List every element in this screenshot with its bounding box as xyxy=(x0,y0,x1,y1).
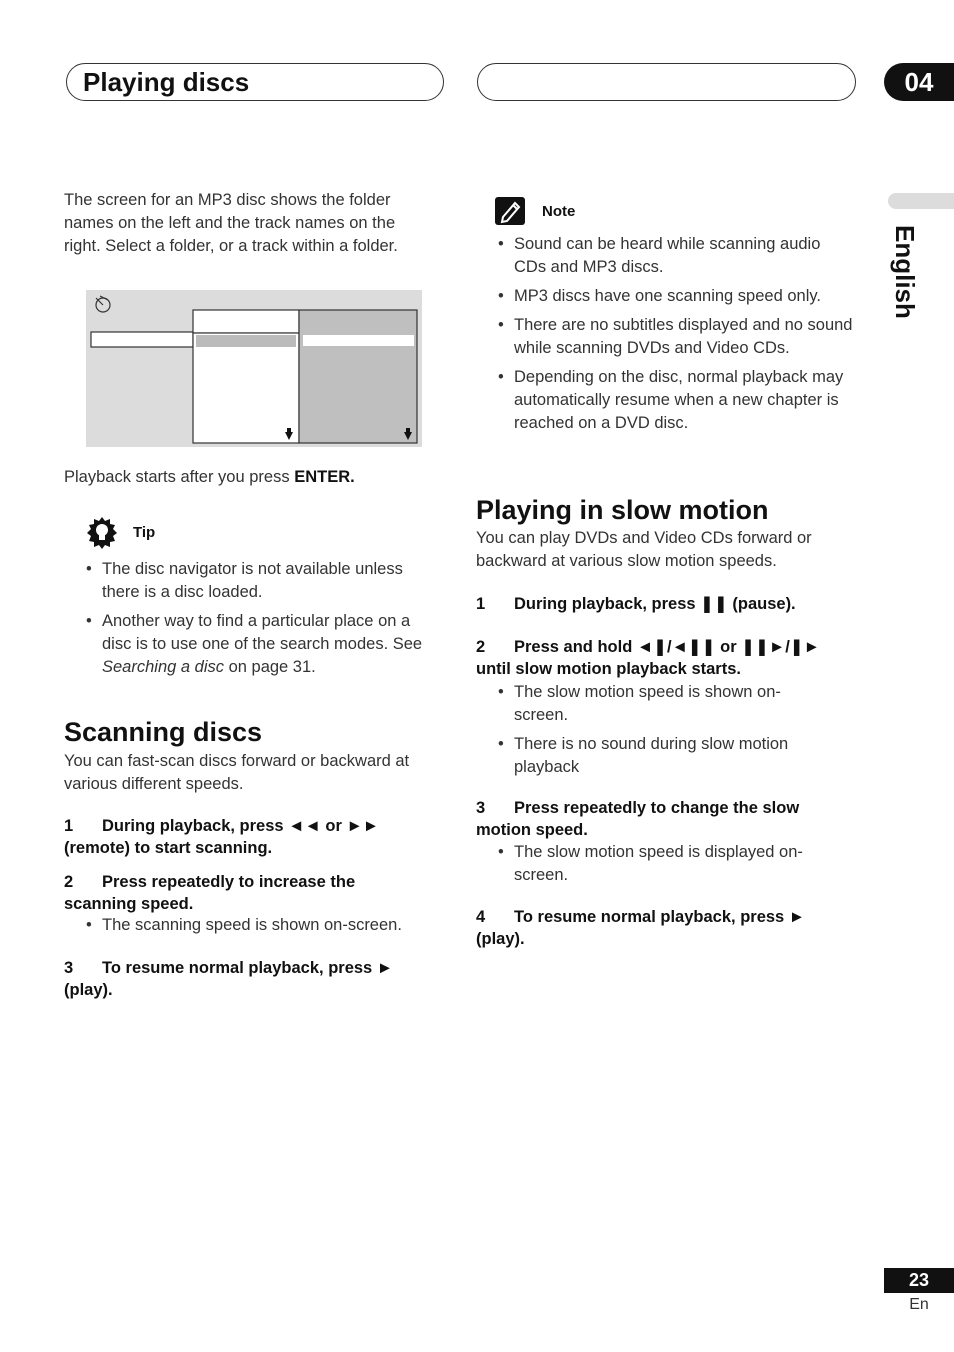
section-heading-slow-motion: Playing in slow motion xyxy=(476,495,769,525)
page-number: 23 xyxy=(884,1268,954,1293)
note-item: • There are no subtitles displayed and no sound while scanning DVDs and Video CDs. xyxy=(476,314,856,360)
list-item: • The scanning speed is shown on-screen. xyxy=(64,914,444,937)
section-heading-scanning: Scanning discs xyxy=(64,717,263,747)
note-list xyxy=(476,233,856,441)
page-language-code: En xyxy=(909,1296,929,1313)
disc-navigator-illustration xyxy=(86,290,422,447)
slow-step-4: 4 To resume normal playback, press ► (play). xyxy=(476,908,806,948)
disc-icon xyxy=(96,296,110,312)
scan-step-2: 2 Press repeatedly to increase the scanning speed. xyxy=(64,873,356,913)
chapter-number: 04 xyxy=(884,63,954,101)
tip-item: • The disc navigator is not available unless there is a disc loaded. xyxy=(64,558,444,604)
list-item: • There is no sound during slow motion playback xyxy=(476,733,816,779)
page-title: Playing discs xyxy=(83,67,250,97)
scan-step-1: 1 During playback, press ◄◄ or ►► (remote) to start scanning. xyxy=(64,817,380,857)
scan-step-2-bullets xyxy=(64,914,444,943)
slow-step-2-bullets xyxy=(476,681,816,785)
language-tab xyxy=(888,193,954,209)
slow-step-3: 3 Press repeatedly to change the slow motion speed. xyxy=(476,799,800,839)
header-blank-frame xyxy=(477,63,856,101)
list-item: • The slow motion speed is shown on-screen. xyxy=(476,681,816,727)
slow-step-1: 1 During playback, press ❚❚ (pause). xyxy=(476,595,796,613)
note-item: • Depending on the disc, normal playback may automatically resume when a new chapter is reached on a DVD disc. xyxy=(476,366,856,435)
disc-navigator-screen xyxy=(86,290,422,447)
tip-item: • Another way to find a particular place on a disc is to use one of the search modes. See Searching a disc on page 31. xyxy=(64,610,444,679)
scanning-intro: You can fast-scan discs forward or backward at various different speeds. xyxy=(64,752,410,793)
language-label: English xyxy=(890,225,920,319)
note-item: • MP3 discs have one scanning speed only. xyxy=(476,285,856,308)
list-item: • The slow motion speed is displayed on-screen. xyxy=(476,841,816,887)
note-label: Note xyxy=(542,203,576,220)
scan-step-3: 3 To resume normal playback, press ► (play). xyxy=(64,959,394,999)
slow-motion-intro: You can play DVDs and Video CDs forward or backward at various slow motion speeds. xyxy=(476,529,812,570)
mp3-intro-paragraph: The screen for an MP3 disc shows the folder names on the left and the track names on the right. Select a folder, or a track within a folder. xyxy=(64,191,398,255)
tip-label: Tip xyxy=(133,524,156,541)
slow-step-2: 2 Press and hold ◄❚/◄❚❚ or ❚❚►/❚► until slow motion playback starts. xyxy=(476,638,820,678)
slow-step-3-bullets xyxy=(476,841,816,893)
playback-starts-text: Playback starts after you press ENTER. xyxy=(64,468,355,486)
note-pencil-icon xyxy=(495,197,525,225)
tip-list xyxy=(64,558,444,685)
tip-lightbulb-icon xyxy=(84,515,120,551)
note-item: • Sound can be heard while scanning audio CDs and MP3 discs. xyxy=(476,233,856,279)
